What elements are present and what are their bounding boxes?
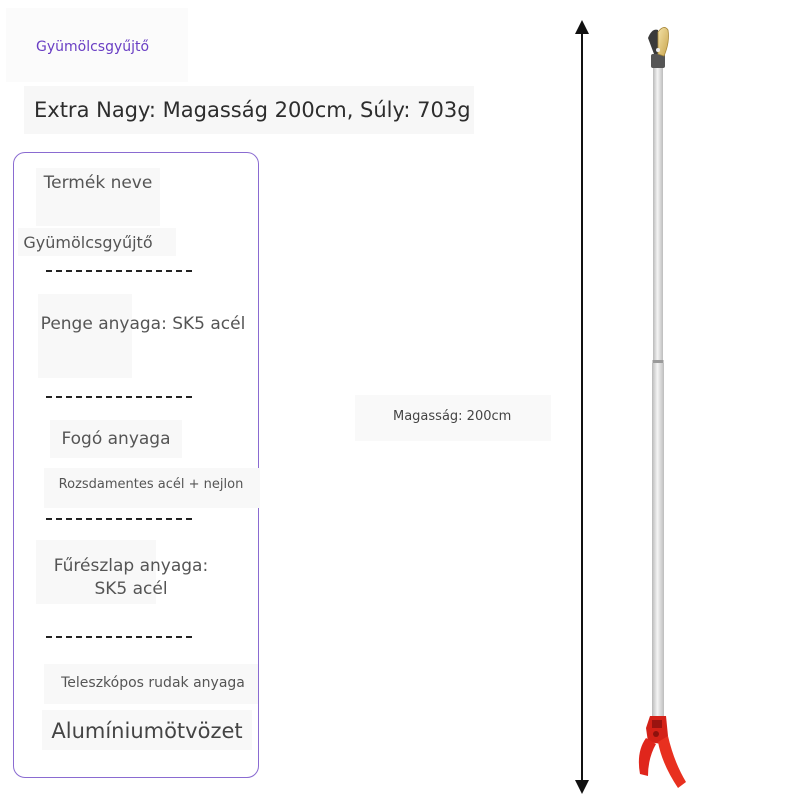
rod-title: Teleszkópos rudak anyaga <box>61 675 245 691</box>
height-label-tile <box>355 395 551 441</box>
rod-value: Alumíniumötvözet <box>51 719 243 743</box>
red-handle-grip-left <box>639 738 656 776</box>
pole-upper <box>653 66 663 366</box>
pole-lower <box>652 363 664 718</box>
fruit-picker-tool-image <box>618 20 708 795</box>
name-value: Gyümölcsgyűjtő <box>23 233 153 252</box>
headline-banner <box>24 86 474 134</box>
grip-value: Rozsdamentes acél + nejlon <box>58 477 244 492</box>
blade-title: Penge anyaga: SK5 acél <box>40 314 246 334</box>
cutter-blade <box>658 27 669 56</box>
separator-3 <box>46 518 192 520</box>
height-label: Magasság: 200cm <box>393 409 512 424</box>
brand-label: Gyümölcsgyűjtő <box>36 39 150 55</box>
separator-2 <box>46 396 192 398</box>
blade-tile <box>38 294 132 378</box>
separator-4 <box>46 636 192 638</box>
headline-text: Extra Nagy: Magasság 200cm, Súly: 703g <box>34 98 471 122</box>
brand-badge <box>6 8 188 82</box>
saw-title: Fűrészlap anyaga: SK5 acél <box>53 556 209 599</box>
cutter-mount <box>651 54 665 68</box>
grip-title: Fogó anyaga <box>61 429 171 449</box>
height-dimension-arrow <box>570 18 594 796</box>
name-title: Termék neve <box>43 173 153 193</box>
separator-1 <box>46 270 192 272</box>
red-handle-lever <box>658 736 686 788</box>
